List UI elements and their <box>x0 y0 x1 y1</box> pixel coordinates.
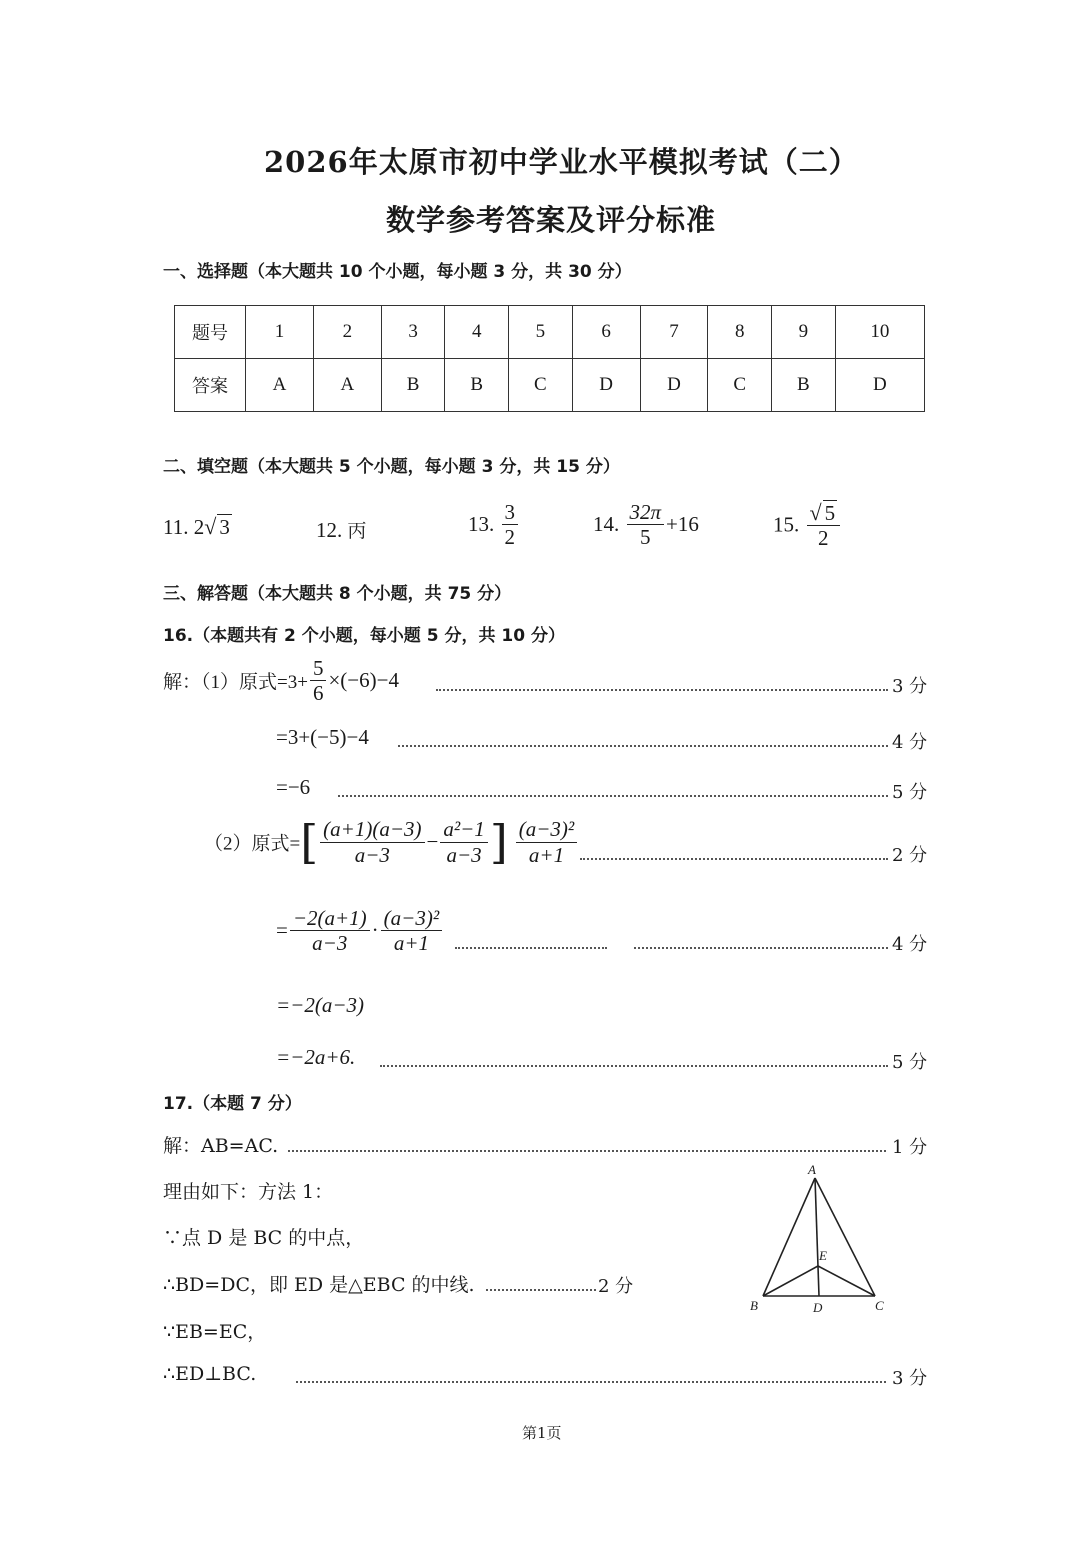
point-label-d: D <box>813 1300 823 1315</box>
answer-15 <box>773 500 842 550</box>
q16-p2-line4: =−2a+6. <box>276 1045 356 1069</box>
section2-heading: 二、填空题（本大题共 5 个小题，每小题 3 分，共 15 分） <box>163 457 620 477</box>
answer-11-coef: 2 <box>193 515 205 539</box>
table-cell: D <box>835 359 924 412</box>
fraction-numerator: a²−1 <box>440 817 487 842</box>
page-subtitle: 数学参考答案及评分标准 <box>386 203 717 237</box>
q16-p2-fraction-1 <box>320 817 424 866</box>
answer-13-fraction <box>502 500 519 549</box>
q17-line5: ∵EB=EC， <box>163 1321 267 1343</box>
fraction-numerator: (a+1)(a−3) <box>320 817 424 842</box>
leader-dots <box>455 947 607 949</box>
table-header-cell: 题号 <box>175 306 246 359</box>
q17-line2: 理由如下：方法 1： <box>163 1181 334 1203</box>
fraction-numerator: 3 <box>502 500 519 525</box>
answer-12-label: 12. <box>316 518 343 542</box>
q16-p2-l2-fraction-1 <box>290 906 370 955</box>
fraction-numerator: 5 <box>310 656 327 681</box>
triangle-figure <box>745 1160 895 1320</box>
answer-12 <box>316 516 366 543</box>
table-cell: 1 <box>246 306 314 359</box>
answer-11-radicand: 3 <box>219 515 230 539</box>
q17-line6: ∴ED⊥BC. <box>163 1363 257 1385</box>
segment-ab <box>763 1178 815 1296</box>
table-cell: D <box>572 359 640 412</box>
leader-dots <box>436 689 888 691</box>
fraction-numerator: −2(a+1) <box>290 906 370 931</box>
answer-14 <box>593 500 699 549</box>
table-cell: 6 <box>572 306 640 359</box>
table-header-cell: 答案 <box>175 359 246 412</box>
answer-table <box>174 305 925 412</box>
table-cell: 10 <box>835 306 924 359</box>
table-row <box>175 306 925 359</box>
q17-line3: ∵点 D 是 BC 的中点， <box>163 1227 365 1249</box>
page-number: 第1页 <box>522 1424 562 1442</box>
score-label: 5 分 <box>892 1052 928 1073</box>
q16-p2-line1 <box>204 815 579 869</box>
segment-eb <box>763 1266 818 1296</box>
right-bracket-icon: ] <box>489 815 508 869</box>
q17-line1: 解：AB=AC. <box>163 1135 279 1157</box>
q16-p2-fraction-2 <box>440 817 487 866</box>
q16-p1-prefix: 解：（1）原式=3+ <box>163 672 308 694</box>
fraction-denominator: 6 <box>312 681 324 706</box>
table-cell: 7 <box>640 306 708 359</box>
sqrt-icon: √ <box>204 514 217 539</box>
table-cell: B <box>772 359 836 412</box>
table-cell: A <box>313 359 381 412</box>
table-cell: 5 <box>509 306 573 359</box>
table-cell: B <box>381 359 445 412</box>
page-title: 2026年太原市初中学业水平模拟考试（二） <box>264 145 859 179</box>
answer-15-label: 15. <box>773 512 800 537</box>
answer-11 <box>163 514 232 540</box>
fraction-denominator: a−3 <box>312 931 348 956</box>
q16-p1-fraction <box>310 656 327 705</box>
q16-p2-minus: − <box>426 829 439 854</box>
score-label: 4 分 <box>892 732 928 753</box>
point-label-a: A <box>808 1162 816 1177</box>
table-cell: 3 <box>381 306 445 359</box>
q16-p1-tail: ×(−6)−4 <box>328 668 399 693</box>
q16-p2-fraction-3 <box>516 817 577 866</box>
table-cell: C <box>708 359 772 412</box>
fraction-numerator: (a−3)² <box>381 906 442 931</box>
leader-dots <box>338 795 888 797</box>
fraction-numerator <box>807 500 841 526</box>
table-cell: 8 <box>708 306 772 359</box>
leader-dots <box>634 947 888 949</box>
point-label-b: B <box>750 1298 758 1313</box>
score-label: 5 分 <box>892 782 928 803</box>
score-label: 3 分 <box>892 1368 928 1389</box>
answer-12-value: 丙 <box>347 520 367 542</box>
leader-dots <box>288 1150 886 1152</box>
q16-p1-line1 <box>163 656 399 705</box>
score-label: 4 分 <box>892 934 928 955</box>
point-label-c: C <box>875 1298 884 1313</box>
q16-p1-line2: =3+(−5)−4 <box>276 725 369 749</box>
q16-p2-l2-eq: = <box>276 918 288 943</box>
fraction-denominator: a−3 <box>446 842 482 867</box>
leader-dots <box>580 858 888 860</box>
table-row <box>175 359 925 412</box>
point-label-e: E <box>819 1248 827 1263</box>
table-cell: B <box>445 359 509 412</box>
fraction-denominator: a+1 <box>528 842 565 867</box>
fraction-numerator: (a−3)² <box>516 817 577 842</box>
leader-dots <box>486 1289 596 1291</box>
answer-15-radicand: 5 <box>824 501 836 525</box>
score-label: 2 分 <box>598 1276 634 1297</box>
section1-heading: 一、选择题（本大题共 10 个小题，每小题 3 分，共 30 分） <box>163 262 632 282</box>
left-bracket-icon: [ <box>300 815 319 869</box>
q16-p2-l2-dot: · <box>371 918 379 943</box>
q16-p2-l2-fraction-2 <box>381 906 442 955</box>
fraction-denominator: a+1 <box>393 931 429 956</box>
answer-13 <box>468 500 520 549</box>
sqrt-icon: √ <box>809 500 822 525</box>
answer-14-fraction <box>627 500 665 549</box>
leader-dots <box>398 745 888 747</box>
q16-p2-line3: =−2(a−3) <box>276 993 364 1017</box>
table-cell: 2 <box>313 306 381 359</box>
segment-ad <box>815 1178 819 1296</box>
q17-heading: 17.（本题 7 分） <box>163 1094 302 1114</box>
table-cell: A <box>246 359 314 412</box>
table-cell: 9 <box>772 306 836 359</box>
segment-ec <box>818 1266 875 1296</box>
fraction-numerator: 32π <box>627 500 665 525</box>
table-cell: C <box>509 359 573 412</box>
score-label: 2 分 <box>892 845 928 866</box>
answer-13-label: 13. <box>468 512 495 537</box>
q17-line4: ∴BD=DC，即 ED 是△EBC 的中线. <box>163 1274 475 1296</box>
segment-ac <box>815 1178 875 1296</box>
fraction-denominator: 5 <box>640 525 651 550</box>
table-cell: D <box>640 359 708 412</box>
table-cell: 4 <box>445 306 509 359</box>
leader-dots <box>296 1381 886 1383</box>
q16-p1-line3: =−6 <box>276 775 311 799</box>
fraction-denominator: 2 <box>504 525 515 550</box>
q16-heading: 16.（本题共有 2 个小题，每小题 5 分，共 10 分） <box>163 626 565 646</box>
fraction-denominator: a−3 <box>354 842 390 867</box>
answer-14-label: 14. <box>593 512 620 537</box>
q16-p2-line2 <box>276 906 444 955</box>
leader-dots <box>380 1065 888 1067</box>
q16-p2-prefix: （2）原式= <box>204 833 301 855</box>
fraction-denominator: 2 <box>818 526 829 551</box>
score-label: 1 分 <box>892 1137 928 1158</box>
answer-11-label: 11. <box>163 515 189 539</box>
answer-15-fraction <box>807 500 841 550</box>
section3-heading: 三、解答题（本大题共 8 个小题，共 75 分） <box>163 584 512 604</box>
score-label: 3 分 <box>892 676 928 697</box>
answer-14-tail: +16 <box>666 512 699 537</box>
